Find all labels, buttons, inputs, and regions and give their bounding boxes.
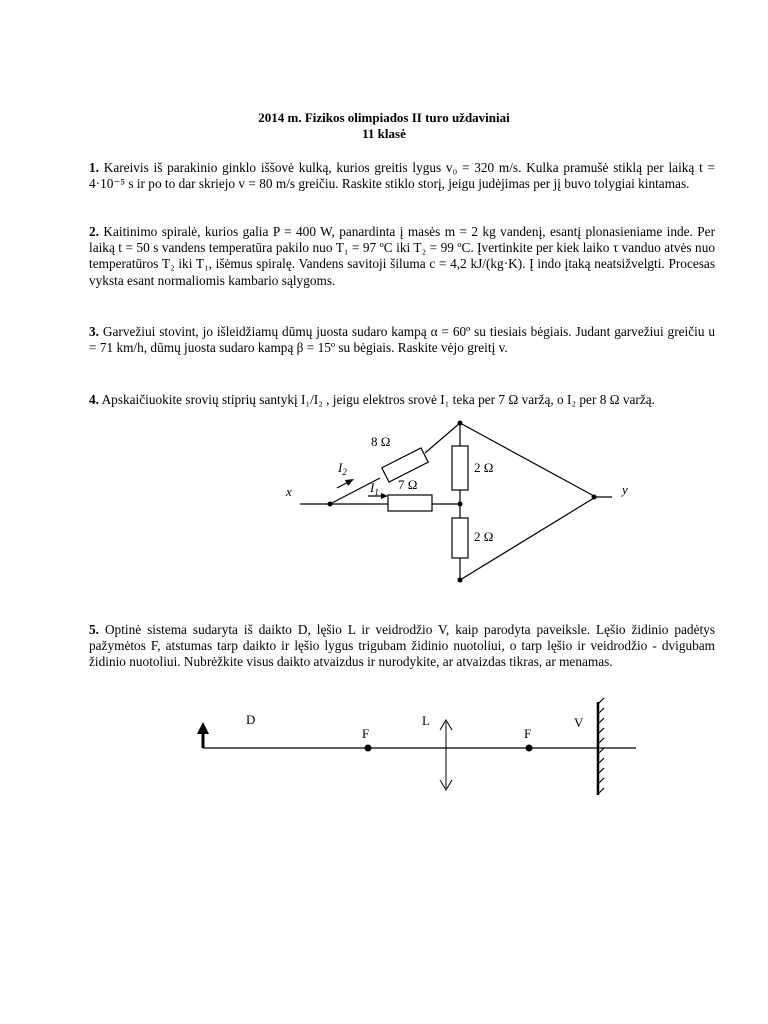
problem-line: Kareivis iš parakinio ginklo iššovė kulką, kurios greitis lygus v₀ = 320 m/s. Kulka pramušė stiklą per: [103, 160, 664, 175]
label-i2: $I_2$: [338, 460, 347, 477]
problem-line: tolygiai kintamas.: [594, 176, 690, 192]
problem-number: 2.: [89, 224, 99, 239]
problem-line: Optinė sistema sudaryta iš daikto D, lęšio L ir veidrodžio V, kaip parodyta paveiksle. Lęšio židinio: [104, 622, 669, 637]
object-arrowhead: [197, 722, 209, 734]
problem-number: 1.: [89, 160, 99, 175]
label-mirror-v: V: [574, 715, 584, 730]
label-r2-bottom: 2 Ω: [474, 529, 494, 544]
label-lens-l: L: [422, 713, 430, 728]
label-focus-right: F: [524, 726, 532, 741]
label-r8: 8 Ω: [371, 434, 391, 449]
problem-line: laiką t = 4·10⁻⁵ s ir po to dar skriejo v = 80 m/s greičiu. Raskite stiklo storį, jeigu judėjimas per jį buvo: [89, 160, 716, 192]
problem-line: padėtys pažymėtos F, atstumas tarp daikto ir lęšio lygus trigubam židinio nuotoliui, o tarp lęšio ir: [89, 622, 715, 654]
problem-number: 3.: [89, 324, 99, 339]
problem-line: tikras, ar menamas.: [509, 654, 613, 670]
problem-line: garvežiui greičiu u = 71 km/h, dūmų juosta sudaro kampą β = 15º su bėgiais. Raskite vėjo greitį v.: [89, 324, 716, 356]
page-subtitle: 11 klasė: [362, 126, 406, 141]
problem-line: šiluma c = 4,2 kJ/(kg·K). Į indo įtaką neatsižvelgti. Procesas vyksta esant normaliomis kambario: [89, 256, 715, 288]
problem-line: varžą.: [622, 392, 655, 407]
problem-line: sąlygoms.: [281, 272, 336, 288]
problem-line: Kaitinimo spiralė, kurios galia P = 400 W, panardinta į masės m = 2 kg vandenį, esantį: [103, 224, 582, 239]
focus-right-point: [526, 745, 533, 752]
label-object-d: D: [246, 712, 256, 727]
focus-left-point: [365, 745, 372, 752]
problem-number: 5.: [89, 622, 99, 637]
problem-line: plonasieniame inde. Per laiką t = 50 s vandens temperatūra pakilo nuo T₁ = 97 ºC iki T₂ = 99 ºC.: [89, 224, 715, 256]
problem-line: veidrodžio - dvigubam židinio nuotoliui. Nubrėžkite visus daikto atvaizdus ir nurodykite, ar atvaizdas: [89, 638, 716, 670]
problem-line: Garvežiui stovint, jo išleidžiamų dūmų juosta sudaro kampą α = 60º su tiesiais bėgiais. Judant: [102, 324, 611, 339]
label-i1: $I_1$: [370, 480, 379, 497]
problem-number: 4.: [89, 392, 99, 407]
label-x: x: [286, 484, 292, 499]
label-r2-top: 2 Ω: [474, 460, 494, 475]
label-r7: 7 Ω: [398, 477, 418, 492]
problem-line: Apskaičiuokite srovių stiprių santykį I₁/I₂ , jeigu elektros srovė I₁ teka per 7 Ω varžą, o I₂ per 8 Ω: [101, 392, 620, 407]
label-focus-left: F: [362, 726, 370, 741]
page-title: 2014 m. Fizikos olimpiados II turo uždaviniai: [258, 110, 510, 125]
problem-line: Įvertinkite per kiek laiko τ vanduo atvės nuo temperatūros T₂ iki T₁, išėmus spiralę. Vandens savitoji: [89, 240, 715, 272]
label-y: y: [622, 482, 628, 497]
